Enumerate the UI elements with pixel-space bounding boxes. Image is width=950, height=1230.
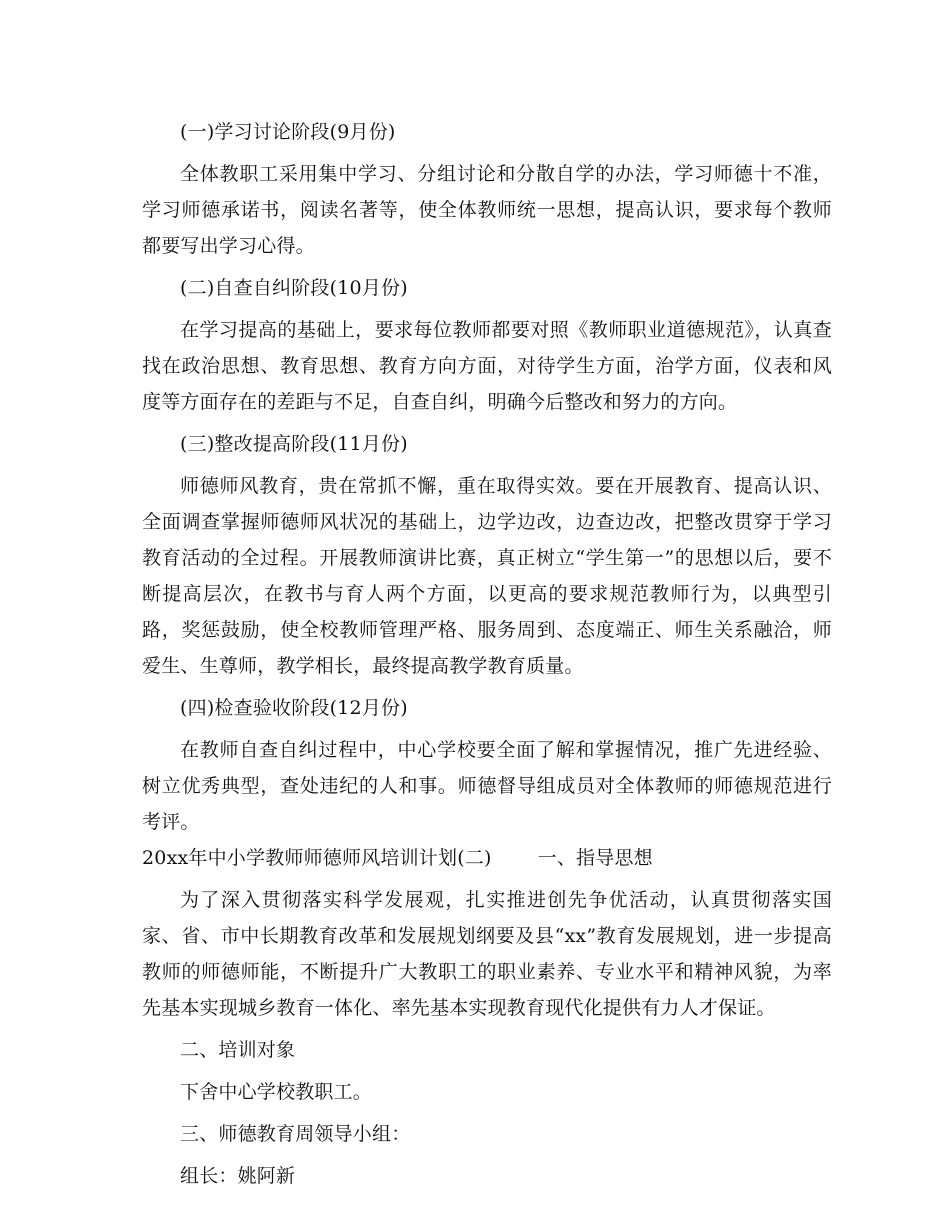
paragraph-guiding: 为了深入贯彻落实科学发展观，扎实推进创先争优活动，认真贯彻落实国家、省、市中长期教育改革和发展规划纲要及县“xx”教育发展规划，进一步提高教师的师德师能，不断提升广大教职工的职业素养、专业水平和精神风貌，为率先基本实现城乡教育一体化、率先基本实现教育现代化提供有力人才保证。 xyxy=(142,889,832,1019)
plan-title-line xyxy=(142,840,832,876)
paragraph-leader: 组长：姚阿新 xyxy=(180,1165,296,1187)
section-heading-self-check: (二)自查自纠阶段(10月份) xyxy=(180,277,408,299)
paragraph-inspect: 在教师自查自纠过程中，中心学校要全面了解和掌握情况，推广先进经验、树立优秀典型，查处违纪的人和事。师德督导组成员对全体教师的师德规范进行考评。 xyxy=(142,739,832,833)
paragraph-targets: 下舍中心学校教职工。 xyxy=(180,1081,373,1103)
paragraph-rectify: 师德师风教育，贵在常抓不懈，重在取得实效。要在开展教育、提高认识、全面调查掌握师德师风状况的基础上，边学边改，边查边改，把整改贯穿于学习教育活动的全过程。开展教师演讲比赛，真正树立“学生第一”的思想以后，要不断提高层次，在教书与育人两个方面，以更高的要求规范教师行为，以典型引路，奖惩鼓励，使全校教师管理严格、服务周到、态度端正、师生关系融洽，师爱生、生尊师，教学相长，最终提高教学教育质量。 xyxy=(142,475,832,677)
section-heading-study: (一)学习讨论阶段(9月份) xyxy=(180,121,396,143)
section-heading-leadership: 三、师德教育周领导小组： xyxy=(180,1123,411,1145)
section-heading-inspect: (四)检查验收阶段(12月份) xyxy=(180,697,408,719)
paragraph-study: 全体教职工采用集中学习、分组讨论和分散自学的办法，学习师德十不准，学习师德承诺书，阅读名著等，使全体教师统一思想，提高认识，要求每个教师都要写出学习心得。 xyxy=(142,163,832,257)
section-heading-guiding: 一、指导思想 xyxy=(537,847,653,869)
section-heading-targets: 二、培训对象 xyxy=(180,1039,296,1061)
paragraph-self-check: 在学习提高的基础上，要求每位教师都要对照《教师职业道德规范》，认真查找在政治思想、教育思想、教育方向方面，对待学生方面，治学方面，仪表和风度等方面存在的差距与不足，自查自纠，明确今后整改和努力的方向。 xyxy=(142,319,832,413)
plan-title: 20xx年中小学教师师德师风培训计划(二) xyxy=(142,847,492,869)
section-heading-rectify: (三)整改提高阶段(11月份) xyxy=(180,433,408,455)
document-body xyxy=(142,114,832,1194)
